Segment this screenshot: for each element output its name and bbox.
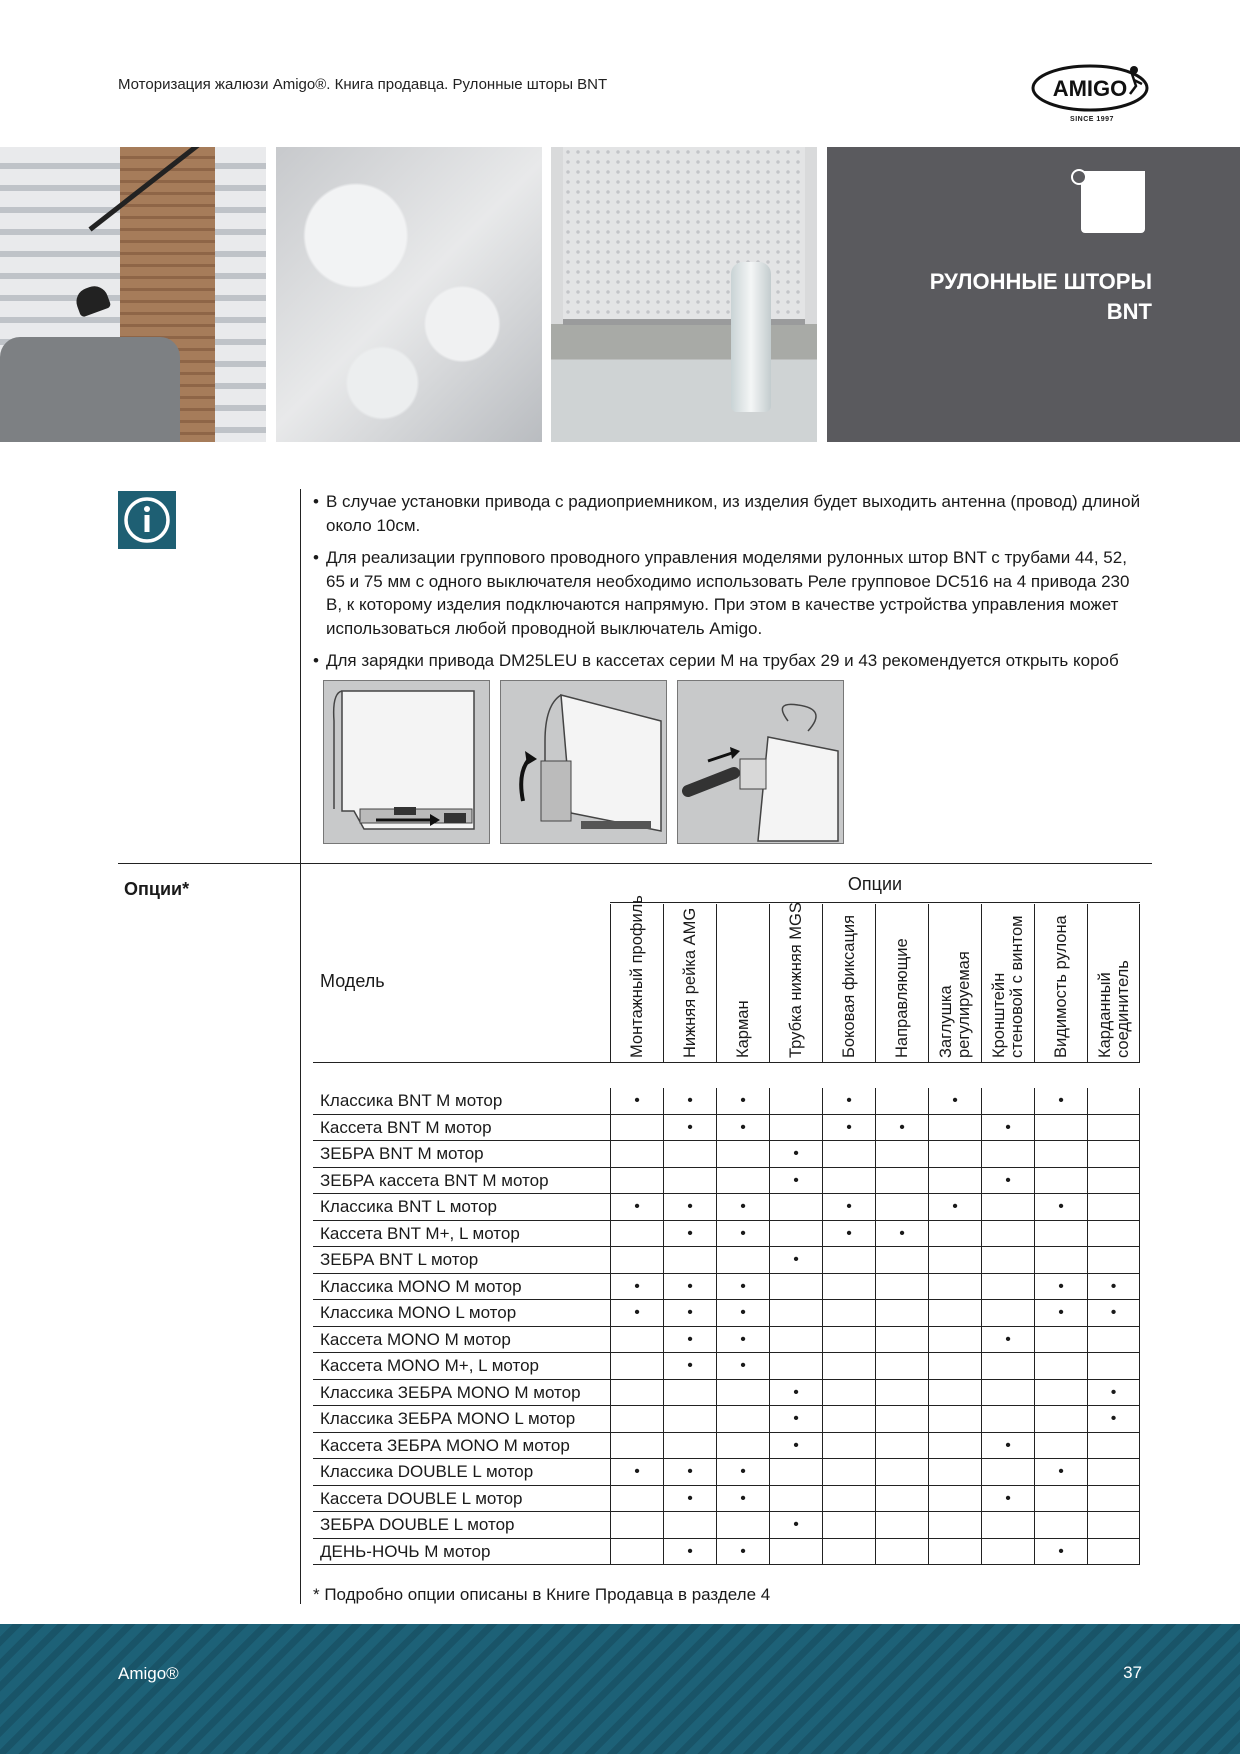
option-available-dot: •: [1034, 1459, 1087, 1486]
option-cell-empty: [981, 1247, 1034, 1274]
option-cell-empty: [928, 1300, 981, 1327]
page-number: 37: [1123, 1663, 1142, 1682]
option-cell-empty: [663, 1247, 716, 1274]
option-available-dot: •: [716, 1115, 769, 1142]
amigo-logo: [1030, 60, 1154, 128]
option-available-dot: •: [663, 1300, 716, 1327]
option-cell-empty: [1034, 1141, 1087, 1168]
option-cell-empty: [875, 1168, 928, 1195]
option-available-dot: •: [875, 1221, 928, 1248]
option-cell-empty: [981, 1300, 1034, 1327]
option-cell-empty: [769, 1327, 822, 1354]
logo-since: SINCE 1997: [1070, 116, 1114, 123]
option-cell-empty: [1087, 1168, 1140, 1195]
photo-fabric-closeup: [276, 147, 542, 442]
model-name: Кассета BNT M мотор: [320, 1117, 492, 1137]
option-cell-empty: [663, 1512, 716, 1539]
option-cell-empty: [1087, 1539, 1140, 1566]
option-column-header: [610, 895, 663, 1062]
option-cell-empty: [928, 1433, 981, 1460]
model-name: Кассета DOUBLE L мотор: [320, 1488, 523, 1508]
option-column-label: Нижняя рейка AMG: [681, 907, 699, 1058]
model-name: ДЕНЬ-НОЧЬ M мотор: [320, 1541, 491, 1561]
model-name: ЗЕБРА DOUBLE L мотор: [320, 1515, 515, 1534]
option-cell-empty: [769, 1194, 822, 1221]
option-cell-empty: [663, 1433, 716, 1460]
info-icon: [118, 491, 176, 549]
option-cell-empty: [716, 1406, 769, 1433]
option-cell-empty: [1087, 1486, 1140, 1513]
option-column-header: [875, 904, 928, 1062]
option-cell-empty: [822, 1141, 875, 1168]
option-available-dot: •: [716, 1459, 769, 1486]
option-available-dot: •: [928, 1088, 981, 1115]
hero-banner: [0, 147, 1240, 442]
model-name: Кассета MONO M+, L мотор: [320, 1356, 539, 1375]
option-cell-empty: [610, 1380, 663, 1407]
option-column-header: [981, 904, 1034, 1062]
option-cell-empty: [875, 1486, 928, 1513]
options-group-header: Опции: [610, 874, 1140, 903]
option-available-dot: •: [716, 1194, 769, 1221]
option-cell-empty: [875, 1380, 928, 1407]
table-row: [313, 1194, 1140, 1221]
option-cell-empty: [1034, 1406, 1087, 1433]
option-cell-empty: [1087, 1221, 1140, 1248]
option-available-dot: •: [822, 1221, 875, 1248]
model-name: Классика ЗЕБРА MONO L мотор: [320, 1409, 576, 1428]
option-column-header: [822, 904, 875, 1062]
option-cell-empty: [1087, 1115, 1140, 1142]
option-cell-empty: [822, 1327, 875, 1354]
logo-text: AMIGO: [1052, 76, 1128, 101]
option-column-header: [928, 904, 981, 1062]
option-column-label: Заглушка регулируемая: [937, 951, 973, 1058]
option-cell-empty: [1034, 1115, 1087, 1142]
option-available-dot: •: [1034, 1088, 1087, 1115]
info-bullet: • Для зарядки привода DM25LEU в кассетах серии M на трубах 29 и 43 рекомендуется открыть короб: [313, 649, 1145, 673]
model-name: ЗЕБРА BNT M мотор: [320, 1144, 484, 1163]
table-row: [313, 1300, 1140, 1327]
option-available-dot: •: [822, 1194, 875, 1221]
model-name: Классика MONO M мотор: [320, 1276, 522, 1296]
option-available-dot: •: [875, 1115, 928, 1142]
model-column-header: Модель: [320, 971, 385, 991]
option-cell-empty: [875, 1512, 928, 1539]
option-available-dot: •: [981, 1433, 1034, 1460]
illustration-closed-cassette: [323, 680, 490, 844]
roller-blind-icon: [1081, 171, 1145, 233]
model-name: ЗЕБРА кассета BNT M мотор: [320, 1170, 549, 1190]
option-cell-empty: [610, 1168, 663, 1195]
option-cell-empty: [769, 1459, 822, 1486]
option-column-header: [1087, 904, 1140, 1062]
option-cell-empty: [663, 1380, 716, 1407]
title-panel: [827, 147, 1240, 442]
table-row: [313, 1539, 1140, 1566]
option-cell-empty: [1034, 1327, 1087, 1354]
option-column-header: [663, 904, 716, 1062]
table-row: [313, 1433, 1140, 1460]
option-cell-empty: [716, 1433, 769, 1460]
table-row: [313, 1141, 1140, 1168]
section-title: [930, 267, 1152, 327]
table-row: [313, 1486, 1140, 1513]
option-cell-empty: [822, 1353, 875, 1380]
option-available-dot: •: [1034, 1300, 1087, 1327]
option-cell-empty: [1034, 1353, 1087, 1380]
option-cell-empty: [1087, 1141, 1140, 1168]
option-cell-empty: [928, 1115, 981, 1142]
option-available-dot: •: [663, 1115, 716, 1142]
option-cell-empty: [716, 1168, 769, 1195]
option-available-dot: •: [610, 1274, 663, 1301]
option-cell-empty: [928, 1141, 981, 1168]
option-available-dot: •: [769, 1406, 822, 1433]
option-cell-empty: [875, 1327, 928, 1354]
section-title-line1: РУЛОННЫЕ ШТОРЫ: [929, 269, 1152, 294]
option-column-label: Кронштейн стеновой с винтом: [990, 915, 1026, 1058]
option-cell-empty: [928, 1353, 981, 1380]
option-available-dot: •: [716, 1274, 769, 1301]
table-row: [313, 1168, 1140, 1195]
option-cell-empty: [610, 1115, 663, 1142]
option-cell-empty: [1034, 1512, 1087, 1539]
option-cell-empty: [769, 1539, 822, 1566]
option-cell-empty: [1087, 1353, 1140, 1380]
option-available-dot: •: [822, 1088, 875, 1115]
options-section-label: Опции*: [124, 879, 190, 899]
option-cell-empty: [822, 1380, 875, 1407]
info-bullet: • В случае установки привода с радиоприемником, из изделия будет выходить антенна (провод) длиной около 10см.: [313, 490, 1145, 537]
option-cell-empty: [822, 1300, 875, 1327]
option-cell-empty: [981, 1512, 1034, 1539]
model-name: Классика MONO L мотор: [320, 1303, 517, 1322]
option-available-dot: •: [1087, 1380, 1140, 1407]
table-row: [313, 1353, 1140, 1380]
option-cell-empty: [822, 1433, 875, 1460]
illustration-open-cassette: [500, 680, 667, 844]
option-available-dot: •: [981, 1168, 1034, 1195]
option-available-dot: •: [1034, 1194, 1087, 1221]
option-cell-empty: [928, 1221, 981, 1248]
option-available-dot: •: [663, 1088, 716, 1115]
option-cell-empty: [981, 1539, 1034, 1566]
photo-living-room: [0, 147, 266, 442]
option-cell-empty: [716, 1141, 769, 1168]
option-cell-empty: [663, 1141, 716, 1168]
option-available-dot: •: [1087, 1274, 1140, 1301]
option-cell-empty: [1034, 1486, 1087, 1513]
option-available-dot: •: [769, 1380, 822, 1407]
option-available-dot: •: [663, 1221, 716, 1248]
option-cell-empty: [822, 1406, 875, 1433]
option-column-label: Видимость рулона: [1052, 915, 1070, 1058]
option-available-dot: •: [663, 1486, 716, 1513]
option-cell-empty: [981, 1221, 1034, 1248]
option-available-dot: •: [663, 1539, 716, 1566]
option-cell-empty: [875, 1433, 928, 1460]
model-name: Кассета ЗЕБРА MONO M мотор: [320, 1435, 570, 1455]
option-available-dot: •: [928, 1194, 981, 1221]
option-cell-empty: [716, 1512, 769, 1539]
option-cell-empty: [928, 1459, 981, 1486]
option-available-dot: •: [610, 1459, 663, 1486]
option-available-dot: •: [716, 1088, 769, 1115]
option-cell-empty: [822, 1168, 875, 1195]
option-column-label: Направляющие: [893, 938, 911, 1058]
photo-roller-blind-window: [551, 147, 817, 442]
page-header-title: Моторизация жалюзи Amigo®. Книга продавца. Рулонные шторы BNT: [118, 76, 608, 93]
option-cell-empty: [1087, 1433, 1140, 1460]
option-available-dot: •: [769, 1512, 822, 1539]
option-cell-empty: [769, 1115, 822, 1142]
option-available-dot: •: [610, 1300, 663, 1327]
model-name: ЗЕБРА BNT L мотор: [320, 1250, 479, 1269]
section-divider: [118, 863, 1152, 864]
option-cell-empty: [928, 1380, 981, 1407]
option-available-dot: •: [610, 1194, 663, 1221]
model-name: Кассета MONO M мотор: [320, 1329, 511, 1349]
option-available-dot: •: [1087, 1300, 1140, 1327]
table-row: [313, 1459, 1140, 1486]
option-available-dot: •: [716, 1221, 769, 1248]
option-cell-empty: [610, 1221, 663, 1248]
table-row: [313, 1115, 1140, 1142]
option-cell-empty: [610, 1327, 663, 1354]
option-cell-empty: [610, 1539, 663, 1566]
option-column-label: Карман: [734, 1000, 752, 1058]
option-cell-empty: [981, 1380, 1034, 1407]
table-row: [313, 1512, 1140, 1539]
option-cell-empty: [928, 1486, 981, 1513]
table-row: [313, 1247, 1140, 1274]
option-cell-empty: [663, 1168, 716, 1195]
option-cell-empty: [1034, 1433, 1087, 1460]
option-cell-empty: [981, 1274, 1034, 1301]
option-cell-empty: [769, 1221, 822, 1248]
model-name: Классика DOUBLE L мотор: [320, 1462, 534, 1481]
option-column-header: [716, 904, 769, 1062]
option-available-dot: •: [769, 1168, 822, 1195]
option-available-dot: •: [663, 1274, 716, 1301]
option-available-dot: •: [716, 1327, 769, 1354]
option-cell-empty: [875, 1539, 928, 1566]
option-cell-empty: [769, 1274, 822, 1301]
column-divider: [300, 489, 301, 1604]
option-available-dot: •: [610, 1088, 663, 1115]
option-cell-empty: [875, 1274, 928, 1301]
option-column-header: [769, 904, 822, 1062]
option-cell-empty: [1087, 1194, 1140, 1221]
option-cell-empty: [875, 1300, 928, 1327]
option-cell-empty: [1087, 1247, 1140, 1274]
option-cell-empty: [875, 1088, 928, 1115]
option-cell-empty: [769, 1300, 822, 1327]
option-available-dot: •: [1087, 1406, 1140, 1433]
option-cell-empty: [1087, 1459, 1140, 1486]
option-available-dot: •: [716, 1300, 769, 1327]
option-cell-empty: [610, 1433, 663, 1460]
option-available-dot: •: [769, 1141, 822, 1168]
option-cell-empty: [1034, 1247, 1087, 1274]
option-cell-empty: [822, 1274, 875, 1301]
option-column-header: [1034, 904, 1087, 1062]
option-cell-empty: [928, 1247, 981, 1274]
model-name: Кассета BNT M+, L мотор: [320, 1223, 520, 1243]
option-cell-empty: [875, 1141, 928, 1168]
option-column-label: Трубка нижняя MGS: [787, 902, 805, 1058]
option-available-dot: •: [981, 1486, 1034, 1513]
option-cell-empty: [663, 1406, 716, 1433]
option-cell-empty: [1087, 1512, 1140, 1539]
option-cell-empty: [928, 1327, 981, 1354]
option-available-dot: •: [981, 1327, 1034, 1354]
option-available-dot: •: [769, 1433, 822, 1460]
table-row: [313, 1221, 1140, 1248]
option-cell-empty: [822, 1247, 875, 1274]
option-cell-empty: [875, 1247, 928, 1274]
option-cell-empty: [928, 1168, 981, 1195]
option-cell-empty: [981, 1406, 1034, 1433]
option-available-dot: •: [716, 1353, 769, 1380]
section-title-line2: BNT: [1106, 299, 1152, 324]
option-cell-empty: [1034, 1380, 1087, 1407]
option-available-dot: •: [1034, 1274, 1087, 1301]
option-available-dot: •: [663, 1459, 716, 1486]
option-available-dot: •: [663, 1353, 716, 1380]
option-cell-empty: [610, 1512, 663, 1539]
option-cell-empty: [928, 1512, 981, 1539]
option-cell-empty: [928, 1406, 981, 1433]
option-cell-empty: [1034, 1168, 1087, 1195]
option-column-label: Боковая фиксация: [840, 914, 858, 1058]
page-footer: [0, 1624, 1240, 1754]
option-cell-empty: [769, 1353, 822, 1380]
option-available-dot: •: [769, 1247, 822, 1274]
option-cell-empty: [981, 1141, 1034, 1168]
option-cell-empty: [1087, 1327, 1140, 1354]
option-column-label: Монтажный профиль: [628, 895, 646, 1058]
option-cell-empty: [610, 1353, 663, 1380]
table-row: [313, 1274, 1140, 1301]
option-cell-empty: [822, 1486, 875, 1513]
info-bullet: • Для реализации группового проводного управления моделями рулонных штор BNT с трубами 44, 52, 65 и 75 мм с одного выключателя необходимо использовать Реле групповое DC516 на 4 привода 230 В, к которому изделия подключаются напрямую. При этом в качестве устройства управления может использоваться любой проводной выключатель Amigo.: [313, 546, 1145, 640]
footnote: * Подробно опции описаны в Книге Продавца в разделе 4: [313, 1585, 771, 1604]
option-cell-empty: [610, 1406, 663, 1433]
option-cell-empty: [981, 1194, 1034, 1221]
option-cell-empty: [981, 1088, 1034, 1115]
option-cell-empty: [928, 1539, 981, 1566]
option-available-dot: •: [663, 1194, 716, 1221]
option-cell-empty: [610, 1141, 663, 1168]
model-name: Классика ЗЕБРА MONO M мотор: [320, 1382, 581, 1402]
option-cell-empty: [1087, 1088, 1140, 1115]
option-cell-empty: [610, 1486, 663, 1513]
option-cell-empty: [822, 1459, 875, 1486]
model-name: Классика BNT M мотор: [320, 1091, 503, 1110]
illustration-charger-plug: [677, 680, 844, 844]
table-row: [313, 1406, 1140, 1433]
option-cell-empty: [875, 1406, 928, 1433]
option-cell-empty: [875, 1459, 928, 1486]
option-available-dot: •: [981, 1115, 1034, 1142]
option-cell-empty: [928, 1274, 981, 1301]
option-cell-empty: [875, 1194, 928, 1221]
option-available-dot: •: [663, 1327, 716, 1354]
option-available-dot: •: [1034, 1539, 1087, 1566]
table-row: [313, 1327, 1140, 1354]
option-available-dot: •: [716, 1539, 769, 1566]
option-cell-empty: [1034, 1221, 1087, 1248]
option-cell-empty: [610, 1247, 663, 1274]
option-cell-empty: [875, 1353, 928, 1380]
option-cell-empty: [716, 1380, 769, 1407]
option-cell-empty: [716, 1247, 769, 1274]
footer-brand: Amigo®: [118, 1664, 179, 1683]
model-name: Классика BNT L мотор: [320, 1197, 497, 1216]
option-cell-empty: [822, 1512, 875, 1539]
option-cell-empty: [769, 1088, 822, 1115]
table-row: [313, 1088, 1140, 1115]
option-cell-empty: [981, 1459, 1034, 1486]
info-bullet-list: [313, 490, 1145, 682]
option-column-label: Карданный соединитель: [1095, 960, 1132, 1058]
option-cell-empty: [769, 1486, 822, 1513]
table-row: [313, 1380, 1140, 1407]
option-cell-empty: [822, 1539, 875, 1566]
option-available-dot: •: [716, 1486, 769, 1513]
option-available-dot: •: [822, 1115, 875, 1142]
option-cell-empty: [981, 1353, 1034, 1380]
